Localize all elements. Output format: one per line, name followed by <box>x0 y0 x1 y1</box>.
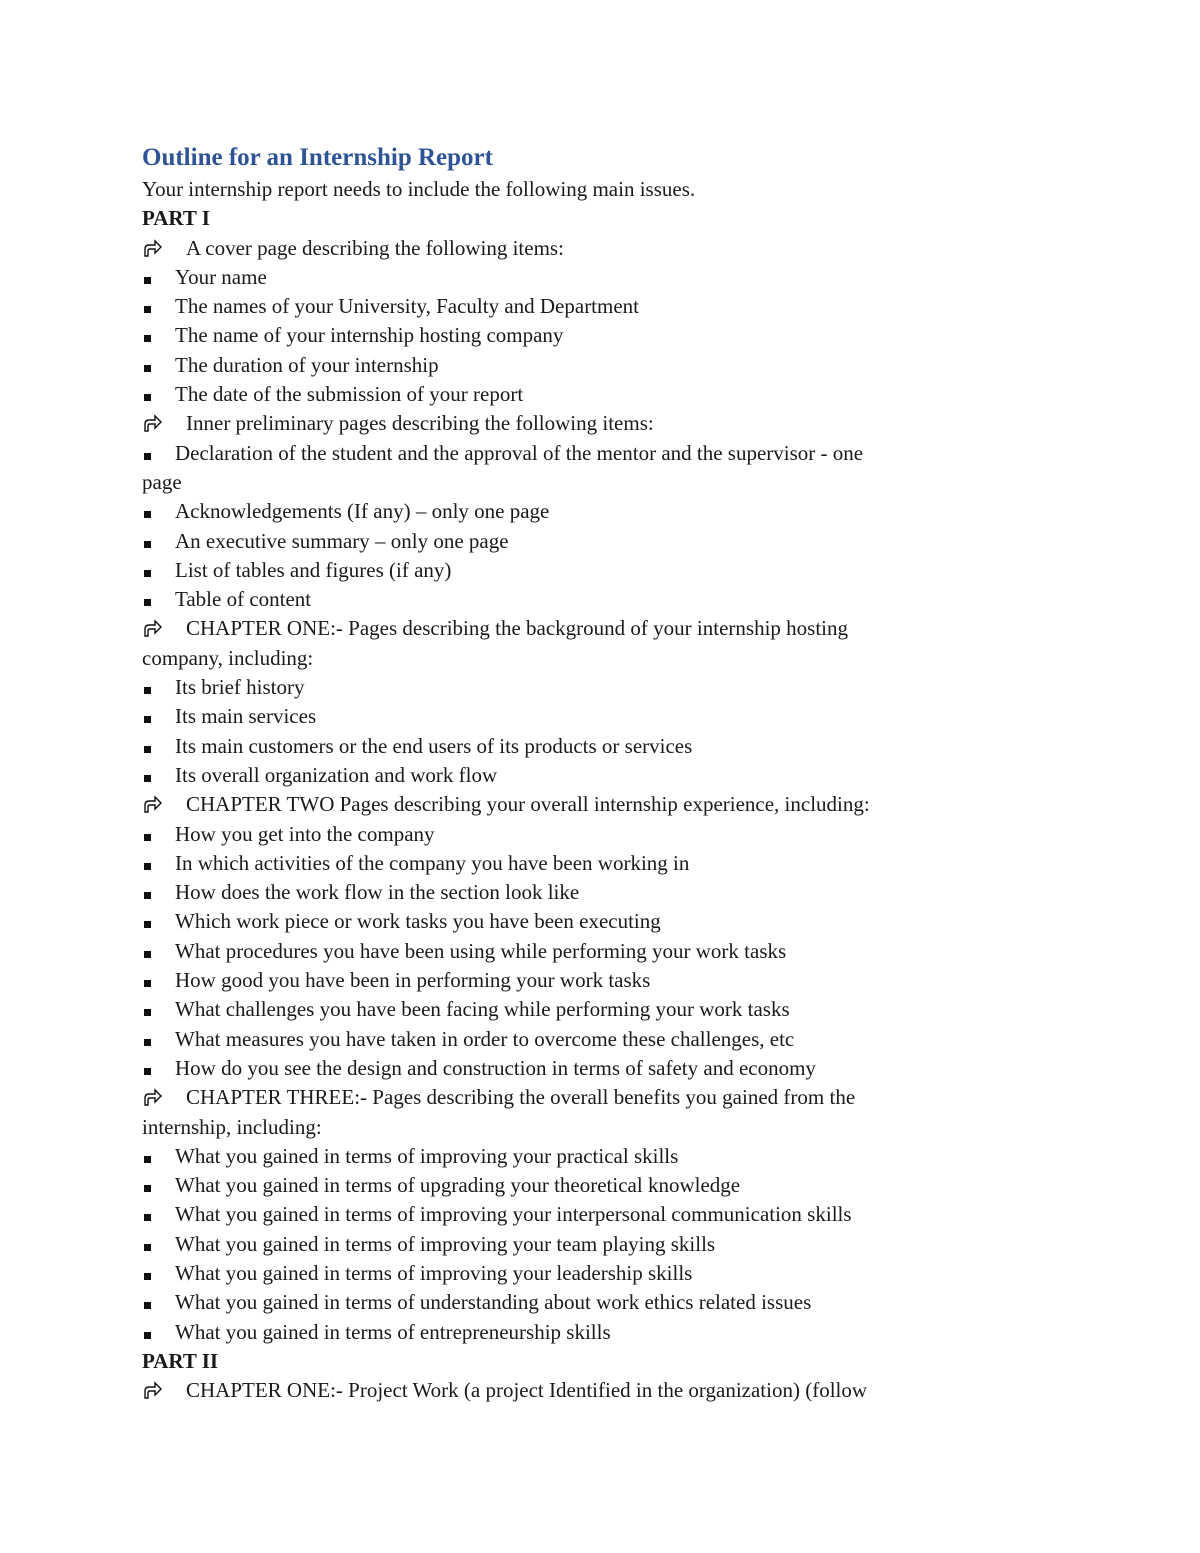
square-bullet-icon <box>142 966 175 995</box>
list-item: What you gained in terms of entrepreneurship skills <box>142 1318 972 1347</box>
square-bullet-icon <box>142 292 175 321</box>
square-bullet-icon <box>142 907 175 936</box>
list-item: What you gained in terms of improving your team playing skills <box>142 1230 972 1259</box>
square-bullet-icon <box>142 1171 175 1200</box>
pointing-arrow-icon <box>142 234 186 259</box>
chapter-two-heading: CHAPTER TWO Pages describing your overall internship experience, including: <box>142 790 972 819</box>
chapter-two-items-list <box>142 820 972 1084</box>
chapter-one-heading-continuation: company, including: <box>142 645 314 670</box>
chapter-one-items-list <box>142 673 972 790</box>
square-bullet-icon <box>142 263 175 292</box>
square-bullet-icon <box>142 1318 175 1347</box>
chapter-three-heading: CHAPTER THREE:- Pages describing the overall benefits you gained from the <box>142 1083 972 1112</box>
square-bullet-icon <box>142 556 175 585</box>
list-item: Declaration of the student and the approval of the mentor and the supervisor - one <box>142 439 972 468</box>
list-item: What you gained in terms of improving your interpersonal communication skills <box>142 1200 972 1229</box>
square-bullet-icon <box>142 732 175 761</box>
list-item: The name of your internship hosting company <box>142 321 972 350</box>
list-item: Its main services <box>142 702 972 731</box>
square-bullet-icon <box>142 527 175 556</box>
pointing-arrow-icon <box>142 614 186 639</box>
list-item: What procedures you have been using while performing your work tasks <box>142 937 972 966</box>
square-bullet-icon <box>142 1054 175 1083</box>
list-item: How you get into the company <box>142 820 972 849</box>
square-bullet-icon <box>142 1142 175 1171</box>
document-body <box>142 142 972 1405</box>
prelim-heading: Inner preliminary pages describing the following items: <box>142 409 972 438</box>
cover-heading: A cover page describing the following items: <box>142 234 972 263</box>
list-item: Your name <box>142 263 972 292</box>
square-bullet-icon <box>142 702 175 731</box>
square-bullet-icon <box>142 1025 175 1054</box>
square-bullet-icon <box>142 321 175 350</box>
cover-items-list <box>142 263 972 409</box>
square-bullet-icon <box>142 585 175 614</box>
list-item: Its overall organization and work flow <box>142 761 972 790</box>
chapter-one-heading: CHAPTER ONE:- Pages describing the background of your internship hosting <box>142 614 972 643</box>
list-item: What you gained in terms of improving your leadership skills <box>142 1259 972 1288</box>
list-item: What measures you have taken in order to overcome these challenges, etc <box>142 1025 972 1054</box>
list-item: The date of the submission of your report <box>142 380 972 409</box>
list-item: An executive summary – only one page <box>142 527 972 556</box>
list-item: What you gained in terms of improving your practical skills <box>142 1142 972 1171</box>
list-item: Acknowledgements (If any) – only one page <box>142 497 972 526</box>
list-item-continuation: page <box>142 469 182 494</box>
list-item: How does the work flow in the section look like <box>142 878 972 907</box>
list-item: Its main customers or the end users of its products or services <box>142 732 972 761</box>
square-bullet-icon <box>142 995 175 1024</box>
part-two-chapter-one-heading: CHAPTER ONE:- Project Work (a project Identified in the organization) (follow <box>142 1376 972 1405</box>
pointing-arrow-icon <box>142 1083 186 1108</box>
pointing-arrow-icon <box>142 1376 186 1401</box>
square-bullet-icon <box>142 439 175 468</box>
document-title: Outline for an Internship Report <box>142 144 493 171</box>
square-bullet-icon <box>142 497 175 526</box>
list-item: In which activities of the company you have been working in <box>142 849 972 878</box>
square-bullet-icon <box>142 820 175 849</box>
list-item: The names of your University, Faculty and Department <box>142 292 972 321</box>
square-bullet-icon <box>142 878 175 907</box>
list-item: Which work piece or work tasks you have been executing <box>142 907 972 936</box>
part-one-heading: PART I <box>142 206 210 231</box>
list-item: Table of content <box>142 585 972 614</box>
intro-text: Your internship report needs to include the following main issues. <box>142 177 696 201</box>
pointing-arrow-icon <box>142 409 186 434</box>
square-bullet-icon <box>142 937 175 966</box>
list-item: List of tables and figures (if any) <box>142 556 972 585</box>
list-item: The duration of your internship <box>142 351 972 380</box>
list-item: Its brief history <box>142 673 972 702</box>
square-bullet-icon <box>142 1259 175 1288</box>
list-item: What you gained in terms of upgrading your theoretical knowledge <box>142 1171 972 1200</box>
chapter-three-items-list <box>142 1142 972 1347</box>
list-item: How do you see the design and construction in terms of safety and economy <box>142 1054 972 1083</box>
square-bullet-icon <box>142 761 175 790</box>
list-item: What challenges you have been facing while performing your work tasks <box>142 995 972 1024</box>
square-bullet-icon <box>142 849 175 878</box>
square-bullet-icon <box>142 673 175 702</box>
square-bullet-icon <box>142 1288 175 1317</box>
list-item: How good you have been in performing your work tasks <box>142 966 972 995</box>
pointing-arrow-icon <box>142 790 186 815</box>
prelim-items-list <box>142 497 972 614</box>
chapter-three-heading-continuation: internship, including: <box>142 1114 322 1139</box>
part-two-heading: PART II <box>142 1348 219 1373</box>
list-item: What you gained in terms of understanding about work ethics related issues <box>142 1288 972 1317</box>
square-bullet-icon <box>142 351 175 380</box>
square-bullet-icon <box>142 1200 175 1229</box>
square-bullet-icon <box>142 380 175 409</box>
square-bullet-icon <box>142 1230 175 1259</box>
